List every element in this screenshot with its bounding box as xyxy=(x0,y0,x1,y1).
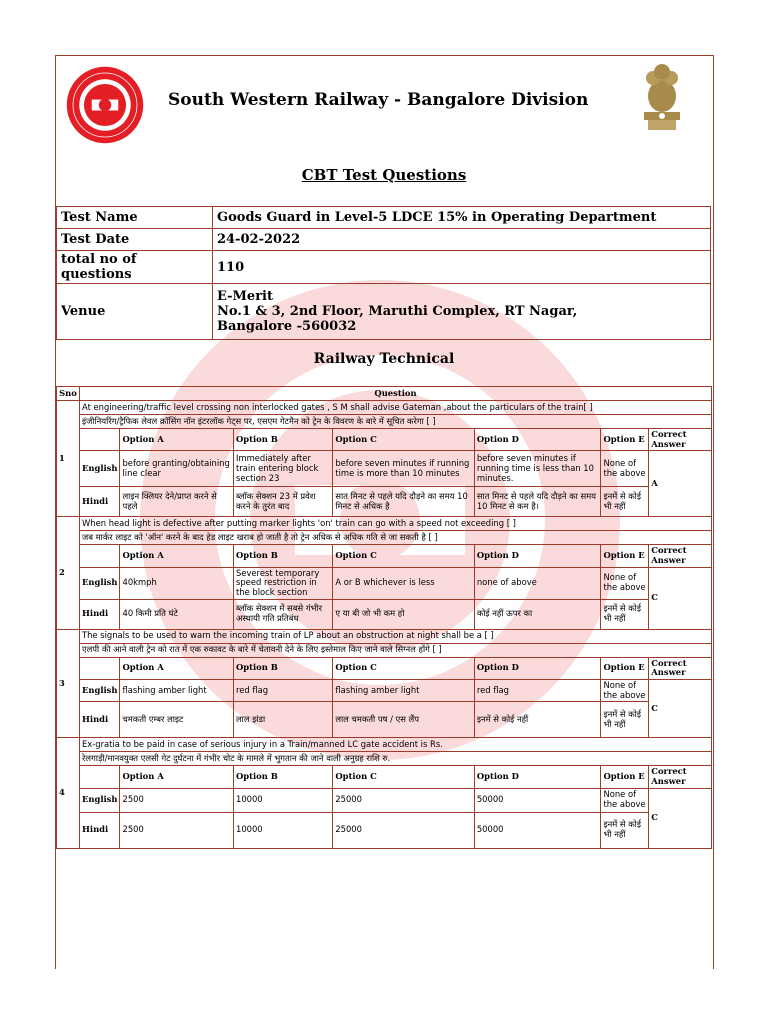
english-option-c: flashing amber light xyxy=(333,679,475,701)
hindi-option-c: लाल चमकती पष / एस लैंप xyxy=(333,702,475,738)
hindi-option-b: लाल झंडा xyxy=(233,702,332,738)
hindi-label: Hindi xyxy=(79,702,120,738)
correct-answer-header: Correct Answer xyxy=(649,766,712,788)
question-number: 1 xyxy=(57,401,80,517)
question-row-hindi xyxy=(57,531,712,545)
option-b-header: Option B xyxy=(233,766,332,788)
hindi-label: Hindi xyxy=(79,812,120,848)
test-name-value: Goods Guard in Level-5 LDCE 15% in Operating Department xyxy=(213,207,711,229)
option-e-header: Option E xyxy=(601,657,649,679)
hindi-option-b: ब्लॉक सेक्शन 23 में प्रवेश करने के तुरंत बाद xyxy=(233,487,332,517)
english-options-row xyxy=(57,451,712,487)
blank-cell xyxy=(79,657,120,679)
english-option-d: red flag xyxy=(474,679,601,701)
english-option-d: none of above xyxy=(474,567,601,599)
correct-answer-header: Correct Answer xyxy=(649,545,712,567)
hindi-option-d: इनमें से कोई नहीं xyxy=(474,702,601,738)
hindi-options-row xyxy=(57,812,712,848)
test-info-table xyxy=(56,206,711,340)
hindi-option-e: इनमें से कोई भी नहीं xyxy=(601,599,649,629)
option-d-header: Option D xyxy=(474,766,601,788)
option-e-header: Option E xyxy=(601,545,649,567)
blank-cell xyxy=(79,429,120,451)
question-text-english: At engineering/traffic level crossing non interlocked gates , S M shall advise Gateman ,about the particulars of the train[ ] xyxy=(79,401,711,415)
question-row xyxy=(57,629,712,643)
english-option-c: before seven minutes if running time is more than 10 minutes xyxy=(333,451,475,487)
english-options-row xyxy=(57,567,712,599)
question-text-english: The signals to be used to warn the incoming train of LP about an obstruction at night shall be a [ ] xyxy=(79,629,711,643)
correct-answer: C xyxy=(649,679,712,737)
correct-answer: C xyxy=(649,788,712,848)
option-b-header: Option B xyxy=(233,657,332,679)
option-e-header: Option E xyxy=(601,766,649,788)
english-label: English xyxy=(79,567,120,599)
english-option-a: flashing amber light xyxy=(120,679,234,701)
option-c-header: Option C xyxy=(333,766,475,788)
hindi-option-e: इनमें से कोई भी नहीं xyxy=(601,702,649,738)
hindi-option-c: ए या बी जो भी कम हो xyxy=(333,599,475,629)
question-text-hindi: इंजीनियरिंग/ट्रैफिक लेवल क्रॉसिंग नॉन इंटरलॉक गेट्स पर, एसएम गेटमैन को ट्रेन के विवरण के बारे में सूचित करेगा [ ] xyxy=(79,415,711,429)
hindi-label: Hindi xyxy=(79,599,120,629)
english-options-row xyxy=(57,679,712,701)
english-option-b: red flag xyxy=(233,679,332,701)
english-option-e: None of the above xyxy=(601,788,649,812)
english-option-d: before seven minutes if running time is less than 10 minutes. xyxy=(474,451,601,487)
blank-cell xyxy=(79,766,120,788)
hindi-label: Hindi xyxy=(79,487,120,517)
hindi-option-d: कोई नहीं ऊपर का xyxy=(474,599,601,629)
question-text-hindi: एलपी की आने वाली ट्रेन को रात में एक रुकावट के बारे में चेतावनी देने के लिए इस्तेमाल किए जाने वाले सिग्नल होंगे [ ] xyxy=(79,643,711,657)
english-option-c: A or B whichever is less xyxy=(333,567,475,599)
hindi-option-a: लाइन क्लियर देने/प्राप्त करने से पहले xyxy=(120,487,234,517)
hindi-option-b: ब्लॉक सेक्शन में सबसे गंभीर अस्थायी गति प्रतिबंध xyxy=(233,599,332,629)
english-options-row xyxy=(57,788,712,812)
option-header-row xyxy=(57,545,712,567)
hindi-option-d: 50000 xyxy=(474,812,601,848)
venue-value xyxy=(213,284,711,340)
english-option-a: before granting/obtaining line clear xyxy=(120,451,234,487)
correct-answer-header: Correct Answer xyxy=(649,657,712,679)
option-header-row xyxy=(57,766,712,788)
english-option-e: None of the above xyxy=(601,451,649,487)
question-number: 2 xyxy=(57,517,80,629)
correct-answer: C xyxy=(649,567,712,629)
english-option-b: Immediately after train entering block section 23 xyxy=(233,451,332,487)
option-c-header: Option C xyxy=(333,657,475,679)
question-text-hindi: रेलगाड़ी/मानवयुक्त एलसी गेट दुर्घटना में गंभीर चोट के मामले में भुगतान की जाने वाली अनुग्रह राशि रु. xyxy=(79,752,711,766)
indian-railways-logo xyxy=(66,66,144,144)
question-text-hindi: जब मार्कर लाइट को 'ऑन' करने के बाद हेड लाइट खराब हो जाती है तो ट्रेन अधिक से अधिक गति से जा सकती है [ ] xyxy=(79,531,711,545)
test-date-value: 24-02-2022 xyxy=(213,229,711,251)
test-date-label: Test Date xyxy=(57,229,213,251)
question-header: Question xyxy=(79,387,711,401)
question-row-hindi xyxy=(57,752,712,766)
hindi-option-e: इनमें से कोई भी नहीं xyxy=(601,487,649,517)
questions-table xyxy=(56,386,712,849)
hindi-option-c: सात मिनट से पहले यदि दौड़ने का समय 10 मिनट से अधिक है xyxy=(333,487,475,517)
correct-answer-header: Correct Answer xyxy=(649,429,712,451)
national-emblem-icon xyxy=(636,60,688,134)
option-header-row xyxy=(57,657,712,679)
venue-line-1: E-Merit xyxy=(217,289,273,304)
option-b-header: Option B xyxy=(233,545,332,567)
hindi-option-a: 40 किमी प्रति घंटे xyxy=(120,599,234,629)
question-row-hindi xyxy=(57,643,712,657)
english-label: English xyxy=(79,788,120,812)
test-name-label: Test Name xyxy=(57,207,213,229)
question-row xyxy=(57,738,712,752)
option-header-row xyxy=(57,429,712,451)
option-c-header: Option C xyxy=(333,429,475,451)
english-option-c: 25000 xyxy=(333,788,475,812)
venue-line-2: No.1 & 3, 2nd Floor, Maruthi Complex, RT Nagar, xyxy=(217,304,578,319)
option-e-header: Option E xyxy=(601,429,649,451)
question-row xyxy=(57,517,712,531)
english-option-b: Severest temporary speed restriction in the block section xyxy=(233,567,332,599)
option-a-header: Option A xyxy=(120,657,234,679)
english-option-a: 2500 xyxy=(120,788,234,812)
question-number: 3 xyxy=(57,629,80,738)
section-title: Railway Technical xyxy=(313,351,455,367)
total-questions-label: total no of questions xyxy=(57,251,213,284)
blank-cell xyxy=(79,545,120,567)
english-option-e: None of the above xyxy=(601,567,649,599)
option-a-header: Option A xyxy=(120,766,234,788)
hindi-option-e: इनमें से कोई भी नहीं xyxy=(601,812,649,848)
question-text-english: Ex-gratia to be paid in case of serious injury in a Train/manned LC gate accident is Rs. xyxy=(79,738,711,752)
venue-line-3: Bangalore -560032 xyxy=(217,319,357,334)
venue-label: Venue xyxy=(57,284,213,340)
english-option-a: 40kmph xyxy=(120,567,234,599)
english-option-b: 10000 xyxy=(233,788,332,812)
english-option-d: 50000 xyxy=(474,788,601,812)
hindi-option-a: चमकती एम्बर लाइट xyxy=(120,702,234,738)
organization-title: South Western Railway - Bangalore Division xyxy=(168,90,589,110)
sno-header: Sno xyxy=(57,387,80,401)
hindi-option-c: 25000 xyxy=(333,812,475,848)
hindi-options-row xyxy=(57,599,712,629)
document-title: CBT Test Questions xyxy=(301,166,467,184)
english-label: English xyxy=(79,679,120,701)
option-d-header: Option D xyxy=(474,429,601,451)
question-number: 4 xyxy=(57,738,80,848)
hindi-option-b: 10000 xyxy=(233,812,332,848)
option-d-header: Option D xyxy=(474,657,601,679)
question-row-hindi xyxy=(57,415,712,429)
hindi-option-a: 2500 xyxy=(120,812,234,848)
total-questions-value: 110 xyxy=(213,251,711,284)
question-text-english: When head light is defective after putting marker lights 'on' train can go with a speed not exceeding [ ] xyxy=(79,517,711,531)
question-row xyxy=(57,401,712,415)
correct-answer: A xyxy=(649,451,712,517)
hindi-options-row xyxy=(57,702,712,738)
option-d-header: Option D xyxy=(474,545,601,567)
hindi-options-row xyxy=(57,487,712,517)
english-label: English xyxy=(79,451,120,487)
option-c-header: Option C xyxy=(333,545,475,567)
option-a-header: Option A xyxy=(120,545,234,567)
hindi-option-d: सात मिनट से पहले यदि दौड़ने का समय 10 मिनट से कम है। xyxy=(474,487,601,517)
option-b-header: Option B xyxy=(233,429,332,451)
option-a-header: Option A xyxy=(120,429,234,451)
english-option-e: None of the above xyxy=(601,679,649,701)
